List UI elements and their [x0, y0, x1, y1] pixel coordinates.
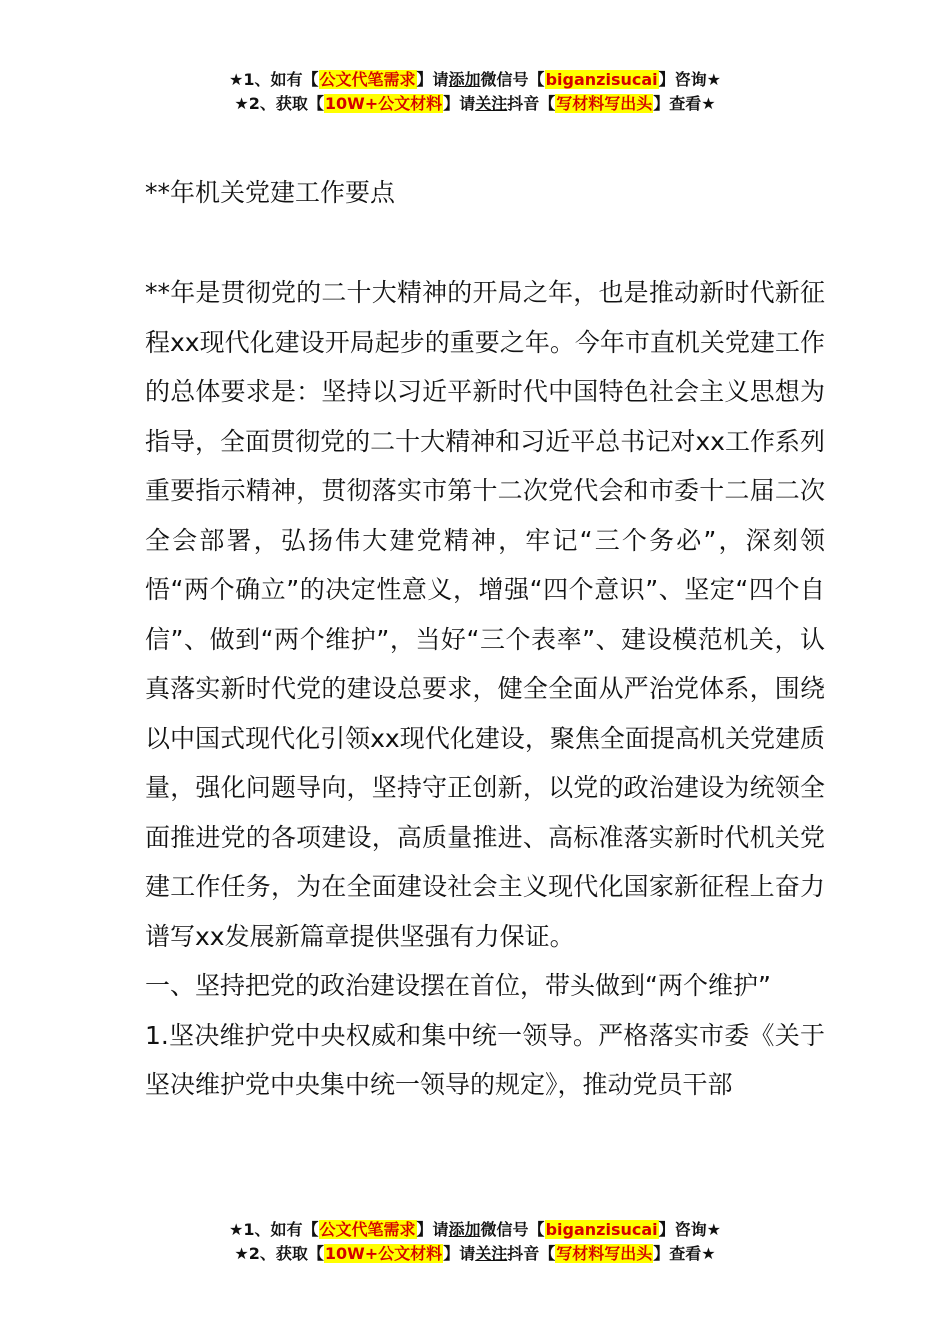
highlight-wechat-id: biganzisucai — [545, 70, 658, 89]
intro-paragraph: **年是贯彻党的二十大精神的开局之年，也是推动新时代新征程xx现代化建设开局起步的重要之年。今年市直机关党建工作的总体要求是：坚持以习近平新时代中国特色社会主义思想为指导，全面贯彻党的二十大精神和习近平总书记对xx工作系列重要指示精神，贯彻落实市第十二次党代会和市委十二届二次全会部署，弘扬伟大建党精神，牢记“三个务必”，深刻领悟“两个确立”的决定性意义，增强“四个意识”、坚定“四个自信”、做到“两个维护”，当好“三个表率”、建设模范机关，认真落实新时代党的建设总要求，健全全面从严治党体系，围绕以中国式现代化引领xx现代化建设，聚焦全面提高机关党建质量，强化问题导向，坚持守正创新，以党的政治建设为统领全面推进党的各项建设，高质量推进、高标准落实新时代机关党建工作任务，为在全面建设社会主义现代化国家新征程上奋力谱写xx发展新篇章提供坚强有力保证。 — [145, 278, 825, 951]
highlight-materials: 10W+公文材料 — [324, 94, 443, 113]
highlight-service: 公文代笔需求 — [319, 1220, 416, 1239]
highlight-douyin-account: 写材料写出头 — [556, 94, 653, 113]
promo-banner-top — [0, 68, 950, 116]
highlight-service: 公文代笔需求 — [319, 70, 416, 89]
document-body — [145, 168, 825, 1110]
promo-line-2: ★2、获取【10W+公文材料】请关注抖音【写材料写出头】查看★ — [234, 94, 716, 113]
highlight-douyin-account: 写材料写出头 — [556, 1244, 653, 1263]
promo-banner-bottom — [0, 1218, 950, 1266]
highlight-materials: 10W+公文材料 — [324, 1244, 443, 1263]
highlight-wechat-id: biganzisucai — [545, 1220, 658, 1239]
section-heading-1: 一、坚持把党的政治建设摆在首位，带头做到“两个维护” — [145, 971, 771, 1000]
underlined-word: 关注 — [475, 94, 508, 113]
promo-line-2: ★2、获取【10W+公文材料】请关注抖音【写材料写出头】查看★ — [234, 1244, 716, 1263]
promo-line-1: ★1、如有【公文代笔需求】请添加微信号【biganzisucai】咨询★ — [229, 1220, 721, 1239]
document-title: **年机关党建工作要点 — [145, 178, 396, 207]
underlined-word: 关注 — [475, 1244, 508, 1263]
promo-line-1: ★1、如有【公文代笔需求】请添加微信号【biganzisucai】咨询★ — [229, 70, 721, 89]
underlined-word: 添加 — [448, 1220, 481, 1239]
section-item-1: 1.坚决维护党中央权威和集中统一领导。严格落实市委《关于坚决维护党中央集中统一领导的规定》，推动党员干部 — [145, 1020, 825, 1099]
underlined-word: 添加 — [448, 70, 481, 89]
